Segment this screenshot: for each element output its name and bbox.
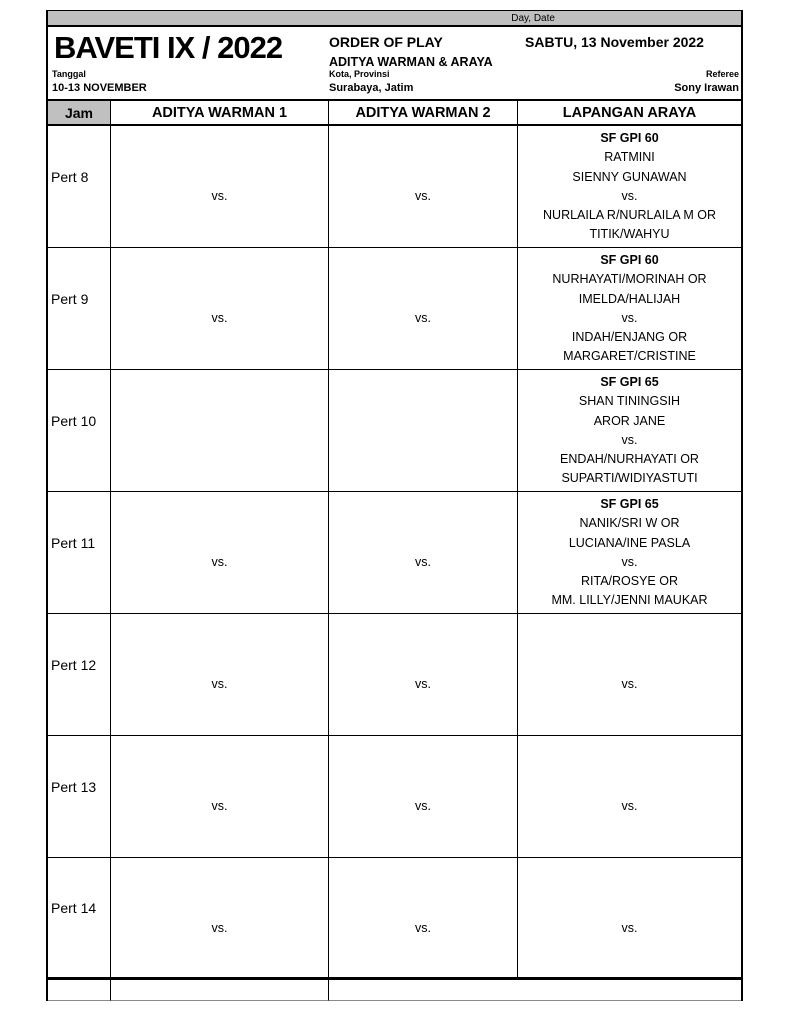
event-category-line: [111, 251, 328, 270]
player-line: SHAN TININGSIH: [578, 394, 681, 409]
event-category-line: [111, 373, 328, 392]
court-cell: [518, 248, 741, 370]
player-line: [111, 469, 328, 488]
player-line: NURHAYATI/MORINAH OR: [552, 272, 707, 287]
player-line: [111, 392, 328, 411]
event-category-line: [111, 129, 328, 148]
player-line: [111, 412, 328, 431]
player-line: [518, 636, 741, 655]
player-line: [329, 392, 517, 411]
jam-label: Pert 10: [51, 412, 97, 429]
vs-label: vs.: [211, 676, 228, 691]
player-line: [111, 168, 328, 187]
header-block: [48, 27, 741, 101]
column-header-aditya-warman-1: ADITYA WARMAN 1: [111, 101, 329, 126]
order-of-play-sheet: [46, 10, 743, 1001]
event-category-line: [111, 861, 328, 880]
day-date-label: Day, Date: [511, 13, 555, 24]
jam-label: Pert 8: [51, 168, 89, 185]
court-cell: [518, 858, 741, 980]
jam-label: Pert 12: [51, 656, 97, 673]
jam-cell: [48, 858, 111, 980]
court-cell: [518, 370, 741, 492]
vs-label: vs.: [211, 554, 228, 569]
player-line: [111, 148, 328, 167]
player-line: [111, 450, 328, 469]
day-date-bar: [48, 10, 741, 27]
jam-cell: [48, 614, 111, 736]
court-cell: [111, 858, 329, 980]
play-date: SABTU, 13 November 2022: [525, 34, 704, 50]
event-category-line: [518, 739, 741, 758]
player-line: [329, 880, 517, 899]
player-line: [518, 758, 741, 777]
player-line: [329, 347, 517, 366]
player-line: [329, 572, 517, 591]
court-cell: [329, 248, 518, 370]
order-of-play-label: ORDER OF PLAY: [329, 34, 443, 50]
vs-label: vs.: [621, 554, 638, 569]
player-line: NANIK/SRI W OR: [579, 516, 680, 531]
player-line: [329, 290, 517, 309]
jam-label: Pert 14: [51, 899, 97, 916]
player-line: [111, 270, 328, 289]
player-line: [329, 431, 517, 450]
player-line: [518, 957, 741, 976]
player-line: [518, 900, 741, 919]
player-line: RATMINI: [604, 150, 655, 165]
jam-cell: [48, 370, 111, 492]
tanggal-value: 10-13 NOVEMBER: [52, 82, 147, 94]
player-line: [111, 656, 328, 675]
jam-cell: [48, 492, 111, 614]
event-category-line: SF GPI 60: [600, 253, 659, 267]
schedule-table: [48, 101, 741, 1001]
empty-footer-cell: [329, 980, 741, 1001]
court-cell: [518, 126, 741, 248]
player-line: [518, 694, 741, 713]
jam-label: Pert 13: [51, 778, 97, 795]
column-header-aditya-warman-2: ADITYA WARMAN 2: [329, 101, 518, 126]
event-category-line: SF GPI 60: [600, 131, 659, 145]
player-line: [329, 694, 517, 713]
city-name: Surabaya, Jatim: [329, 82, 414, 94]
player-line: [329, 450, 517, 469]
vs-label: vs.: [415, 554, 431, 569]
court-cell: [111, 370, 329, 492]
player-line: MARGARET/CRISTINE: [563, 349, 696, 364]
column-header-lapangan-araya: LAPANGAN ARAYA: [518, 101, 741, 126]
event-category-line: [111, 495, 328, 514]
kota-provinsi-label: Kota, Provinsi: [329, 69, 390, 79]
venue-name: ADITYA WARMAN & ARAYA: [329, 55, 493, 69]
vs-label: vs.: [211, 188, 228, 203]
player-line: [111, 534, 328, 553]
player-line: IMELDA/HALIJAH: [578, 291, 681, 306]
player-line: [329, 591, 517, 610]
player-line: [329, 656, 517, 675]
player-line: [329, 469, 517, 488]
player-line: [329, 758, 517, 777]
court-cell: [111, 492, 329, 614]
tanggal-label: Tanggal: [52, 69, 86, 79]
player-line: RITA/ROSYE OR: [580, 574, 678, 589]
player-line: [329, 225, 517, 244]
player-line: [111, 816, 328, 835]
player-line: [111, 290, 328, 309]
player-line: [329, 938, 517, 957]
player-line: [111, 758, 328, 777]
referee-label: Referee: [705, 69, 739, 79]
player-line: [329, 636, 517, 655]
player-line: [518, 835, 741, 854]
player-line: ENDAH/NURHAYATI OR: [560, 452, 699, 467]
vs-label: vs.: [621, 798, 638, 813]
court-cell: [518, 492, 741, 614]
event-category-line: [329, 861, 517, 880]
player-line: [111, 900, 328, 919]
court-cell: [329, 370, 518, 492]
player-line: INDAH/ENJANG OR: [571, 330, 688, 345]
player-line: [329, 270, 517, 289]
jam-cell: [48, 736, 111, 858]
court-cell: [518, 614, 741, 736]
event-category-line: [329, 495, 517, 514]
player-line: [329, 168, 517, 187]
player-line: [111, 957, 328, 976]
vs-label: vs.: [621, 432, 638, 447]
player-line: [329, 534, 517, 553]
court-cell: [111, 248, 329, 370]
player-line: [329, 957, 517, 976]
player-line: [329, 778, 517, 797]
vs-label: vs.: [415, 676, 431, 691]
event-category-line: [329, 129, 517, 148]
referee-name: Sony Irawan: [674, 82, 739, 94]
player-line: [518, 880, 741, 899]
player-line: [518, 816, 741, 835]
player-line: [111, 514, 328, 533]
player-line: [111, 591, 328, 610]
player-line: [111, 328, 328, 347]
event-category-line: SF GPI 65: [600, 375, 659, 389]
player-line: MM. LILLY/JENNI MAUKAR: [551, 593, 708, 608]
vs-label: vs.: [621, 188, 638, 203]
player-line: [111, 694, 328, 713]
player-line: [518, 656, 741, 675]
player-line: [329, 328, 517, 347]
court-cell: [329, 126, 518, 248]
vs-label: vs.: [415, 920, 431, 935]
player-line: [111, 206, 328, 225]
empty-footer-cell: [48, 980, 111, 1001]
court-cell: [111, 736, 329, 858]
player-line: [329, 816, 517, 835]
vs-label: vs.: [415, 310, 431, 325]
player-line: NURLAILA R/NURLAILA M OR: [543, 208, 716, 223]
player-line: [329, 148, 517, 167]
event-category-line: [329, 373, 517, 392]
player-line: SUPARTI/WIDIYASTUTI: [561, 471, 698, 486]
court-cell: [111, 126, 329, 248]
column-header-jam: Jam: [48, 101, 111, 126]
player-line: [111, 778, 328, 797]
vs-label: vs.: [415, 188, 431, 203]
court-cell: [111, 614, 329, 736]
player-line: [111, 713, 328, 732]
vs-label: vs.: [621, 310, 638, 325]
player-line: [111, 431, 328, 450]
player-line: [518, 938, 741, 957]
player-line: [111, 938, 328, 957]
tournament-title: BAVETI IX / 2022: [54, 30, 283, 65]
event-category-line: SF GPI 65: [600, 497, 659, 511]
jam-label: Pert 9: [51, 290, 89, 307]
player-line: TITIK/WAHYU: [589, 227, 670, 242]
event-category-line: [111, 739, 328, 758]
vs-label: vs.: [415, 798, 431, 813]
player-line: [329, 514, 517, 533]
event-category-line: [518, 617, 741, 636]
player-line: [329, 412, 517, 431]
vs-label: vs.: [621, 920, 638, 935]
player-line: [111, 572, 328, 591]
player-line: [329, 835, 517, 854]
player-line: LUCIANA/INE PASLA: [568, 535, 691, 550]
vs-label: vs.: [211, 310, 228, 325]
vs-label: vs.: [621, 676, 638, 691]
vs-label: vs.: [211, 798, 228, 813]
court-cell: [518, 736, 741, 858]
event-category-line: [329, 251, 517, 270]
vs-label: vs.: [211, 920, 228, 935]
player-line: [111, 636, 328, 655]
player-line: SIENNY GUNAWAN: [572, 169, 687, 184]
event-category-line: [329, 617, 517, 636]
player-line: [329, 713, 517, 732]
player-line: [518, 778, 741, 797]
player-line: AROR JANE: [593, 413, 666, 428]
court-cell: [329, 492, 518, 614]
player-line: [329, 206, 517, 225]
court-cell: [329, 858, 518, 980]
player-line: [518, 713, 741, 732]
jam-cell: [48, 248, 111, 370]
court-cell: [329, 614, 518, 736]
player-line: [111, 835, 328, 854]
court-cell: [329, 736, 518, 858]
player-line: [111, 347, 328, 366]
event-category-line: [111, 617, 328, 636]
empty-footer-cell: [111, 980, 329, 1001]
player-line: [329, 900, 517, 919]
event-category-line: [329, 739, 517, 758]
player-line: [111, 880, 328, 899]
player-line: [111, 225, 328, 244]
event-category-line: [518, 861, 741, 880]
jam-label: Pert 11: [51, 534, 96, 551]
jam-cell: [48, 126, 111, 248]
